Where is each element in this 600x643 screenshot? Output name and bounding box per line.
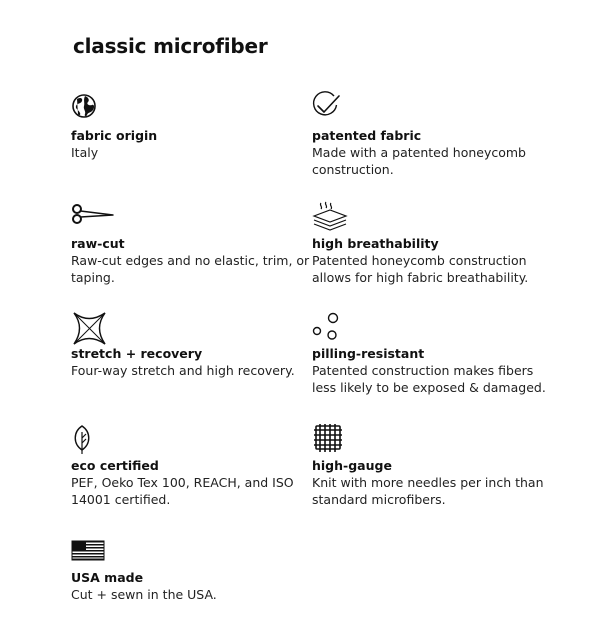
feature-title: high-gauge bbox=[312, 458, 392, 473]
scissors-icon bbox=[71, 200, 105, 234]
feature-description: Raw-cut edges and no elastic, trim, or taping. bbox=[71, 253, 310, 285]
feature-raw-cut bbox=[71, 200, 311, 286]
feature-title: fabric origin bbox=[71, 128, 158, 143]
feature-high-breathability bbox=[312, 200, 552, 286]
feature-description: Made with a patented honeycomb construction. bbox=[312, 145, 526, 177]
feature-title: eco certified bbox=[71, 458, 159, 473]
leaf-icon bbox=[71, 422, 105, 456]
feature-fabric-origin bbox=[71, 92, 311, 161]
feature-description: Cut + sewn in the USA. bbox=[71, 587, 217, 602]
feature-title: high breathability bbox=[312, 236, 439, 251]
feature-patented-fabric bbox=[312, 92, 552, 178]
layered-heat-waves-icon bbox=[312, 200, 346, 234]
feature-title: pilling-resistant bbox=[312, 346, 425, 361]
globe-icon bbox=[71, 92, 105, 126]
feature-high-gauge bbox=[312, 422, 552, 508]
feature-description: Four-way stretch and high recovery. bbox=[71, 363, 295, 378]
feature-description: Knit with more needles per inch than standard microfibers. bbox=[312, 475, 544, 507]
feature-description: PEF, Oeko Tex 100, REACH, and ISO 14001 certified. bbox=[71, 475, 294, 507]
feature-title: patented fabric bbox=[312, 128, 422, 143]
feature-description: Patented honeycomb construction allows for high fabric breathability. bbox=[312, 253, 529, 285]
us-flag-icon bbox=[71, 534, 105, 568]
page-title: classic microfiber bbox=[73, 34, 268, 58]
feature-title: raw-cut bbox=[71, 236, 125, 251]
feature-stretch-recovery bbox=[71, 310, 311, 379]
checkmark-circle-icon bbox=[312, 92, 346, 126]
four-way-stretch-icon bbox=[71, 310, 105, 344]
feature-usa-made bbox=[71, 534, 311, 603]
bubbles-icon bbox=[312, 310, 346, 344]
feature-description: Patented construction makes fibers less likely to be exposed & damaged. bbox=[312, 363, 546, 395]
woven-grid-icon bbox=[312, 422, 346, 456]
feature-title: USA made bbox=[71, 570, 144, 585]
feature-title: stretch + recovery bbox=[71, 346, 203, 361]
feature-eco-certified bbox=[71, 422, 311, 508]
feature-pilling-resistant bbox=[312, 310, 552, 396]
feature-description: Italy bbox=[71, 145, 99, 160]
